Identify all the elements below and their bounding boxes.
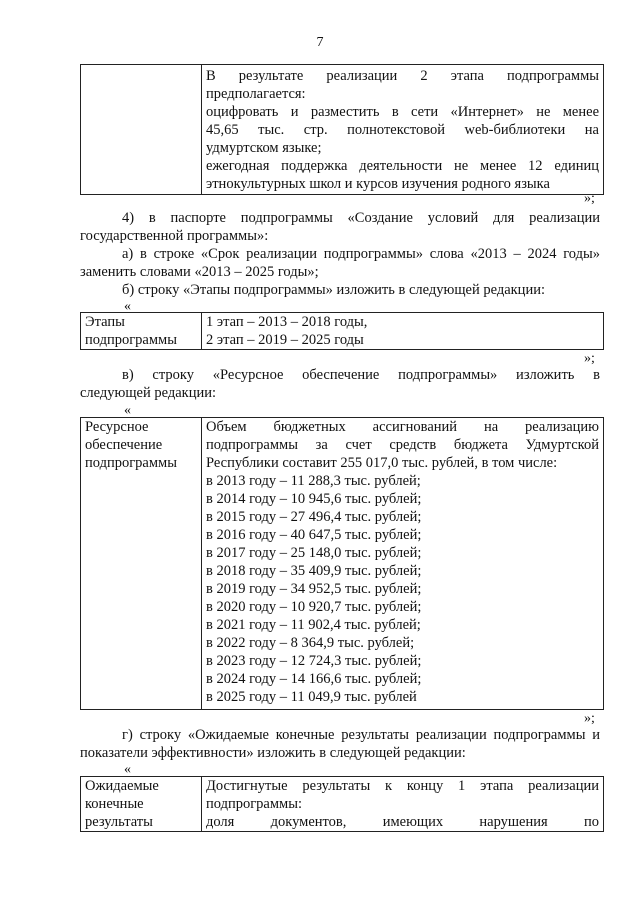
label-line: подпрограммы <box>85 455 177 471</box>
text-line: удмуртском языке; <box>206 140 322 156</box>
text-line: 4) в паспорте подпрограммы «Создание условий для реализации <box>122 210 600 226</box>
text-line: г) строку «Ожидаемые конечные результаты реализации подпрограммы и <box>122 727 600 743</box>
year-line: в 2020 году – 10 920,7 тыс. рублей; <box>206 599 422 615</box>
stages-table <box>80 312 604 350</box>
text-line: ежегодная поддержка деятельности не менее 12 единиц <box>206 158 599 174</box>
text-line: доля документов, имеющих нарушения по <box>206 814 599 830</box>
label-line: Этапы <box>85 314 125 330</box>
resource-value-cell <box>202 418 604 710</box>
text-line: заменить словами «2013 – 2025 годы»; <box>80 264 319 280</box>
year-line: в 2015 году – 27 496,4 тыс. рублей; <box>206 509 422 525</box>
text-line: а) в строке «Срок реализации подпрограммы» слова «2013 – 2024 годы» <box>122 246 600 262</box>
item-4-paragraph <box>80 209 600 245</box>
stages-label-cell <box>81 313 202 350</box>
text-line: следующей редакции: <box>80 385 217 401</box>
opening-quote: « <box>124 403 131 418</box>
expected-results-table <box>80 776 604 832</box>
results-label-cell <box>81 777 202 832</box>
closing-quote: »; <box>584 351 595 366</box>
text-line: Республики составит 255 017,0 тыс. рублей, в том числе: <box>206 455 558 471</box>
item-v-paragraph <box>80 366 600 402</box>
item-a-paragraph <box>80 245 600 281</box>
year-line: в 2025 году – 11 049,9 тыс. рублей <box>206 689 417 705</box>
resource-label-cell <box>81 418 202 710</box>
year-line: в 2018 году – 35 409,9 тыс. рублей; <box>206 563 422 579</box>
label-line: конечные <box>85 796 144 812</box>
opening-quote: « <box>124 299 131 314</box>
closing-quote: »; <box>584 711 595 726</box>
text-line: показатели эффективности» изложить в следующей редакции: <box>80 745 466 761</box>
text-line: подпрограммы за счет средств бюджета Удмуртской <box>206 437 599 453</box>
empty-label-cell <box>81 65 202 195</box>
opening-quote: « <box>124 762 131 777</box>
label-line: подпрограммы <box>85 332 177 348</box>
label-line: обеспечение <box>85 437 163 453</box>
label-line: Ожидаемые <box>85 778 159 794</box>
text-line: в) строку «Ресурсное обеспечение подпрограммы» изложить в <box>122 367 600 383</box>
year-line: в 2014 году – 10 945,6 тыс. рублей; <box>206 491 422 507</box>
text-line: Достигнутые результаты к концу 1 этапа реализации <box>206 778 599 794</box>
text-line: 45,65 тыс. стр. полнотекстовой web-библиотеки на <box>206 122 599 138</box>
stage-line: 1 этап – 2013 – 2018 годы, <box>206 314 368 330</box>
item-g-paragraph <box>80 726 600 762</box>
text-line: В результате реализации 2 этапа подпрограммы <box>206 68 599 84</box>
closing-quote: »; <box>584 191 595 206</box>
text-line: Объем бюджетных ассигнований на реализацию <box>206 419 599 435</box>
year-line: в 2016 году – 40 647,5 тыс. рублей; <box>206 527 422 543</box>
year-line: в 2022 году – 8 364,9 тыс. рублей; <box>206 635 415 651</box>
year-line: в 2023 году – 12 724,3 тыс. рублей; <box>206 653 422 669</box>
year-line: в 2024 году – 14 166,6 тыс. рублей; <box>206 671 422 687</box>
text-line: оцифровать и разместить в сети «Интернет» не менее <box>206 104 599 120</box>
year-line: в 2021 году – 11 902,4 тыс. рублей; <box>206 617 421 633</box>
year-line: в 2013 году – 11 288,3 тыс. рублей; <box>206 473 421 489</box>
stage-line: 2 этап – 2019 – 2025 годы <box>206 332 364 348</box>
year-line: в 2017 году – 25 148,0 тыс. рублей; <box>206 545 422 561</box>
results-value-cell <box>202 777 604 832</box>
results-cell <box>202 65 604 195</box>
text-line: предполагается: <box>206 86 306 102</box>
text-line: б) строку «Этапы подпрограммы» изложить в следующей редакции: <box>122 282 545 298</box>
year-line: в 2019 году – 34 952,5 тыс. рублей; <box>206 581 422 597</box>
text-line: подпрограммы: <box>206 796 302 812</box>
stages-value-cell <box>202 313 604 350</box>
results-table-continuation <box>80 64 604 195</box>
text-line: государственной программы»: <box>80 228 269 244</box>
label-line: Ресурсное <box>85 419 149 435</box>
page-number: 7 <box>316 35 324 50</box>
item-b-paragraph <box>80 281 600 299</box>
label-line: результаты <box>85 814 153 830</box>
resource-table <box>80 417 604 710</box>
text-line: этнокультурных школ и курсов изучения родного языка <box>206 176 550 192</box>
